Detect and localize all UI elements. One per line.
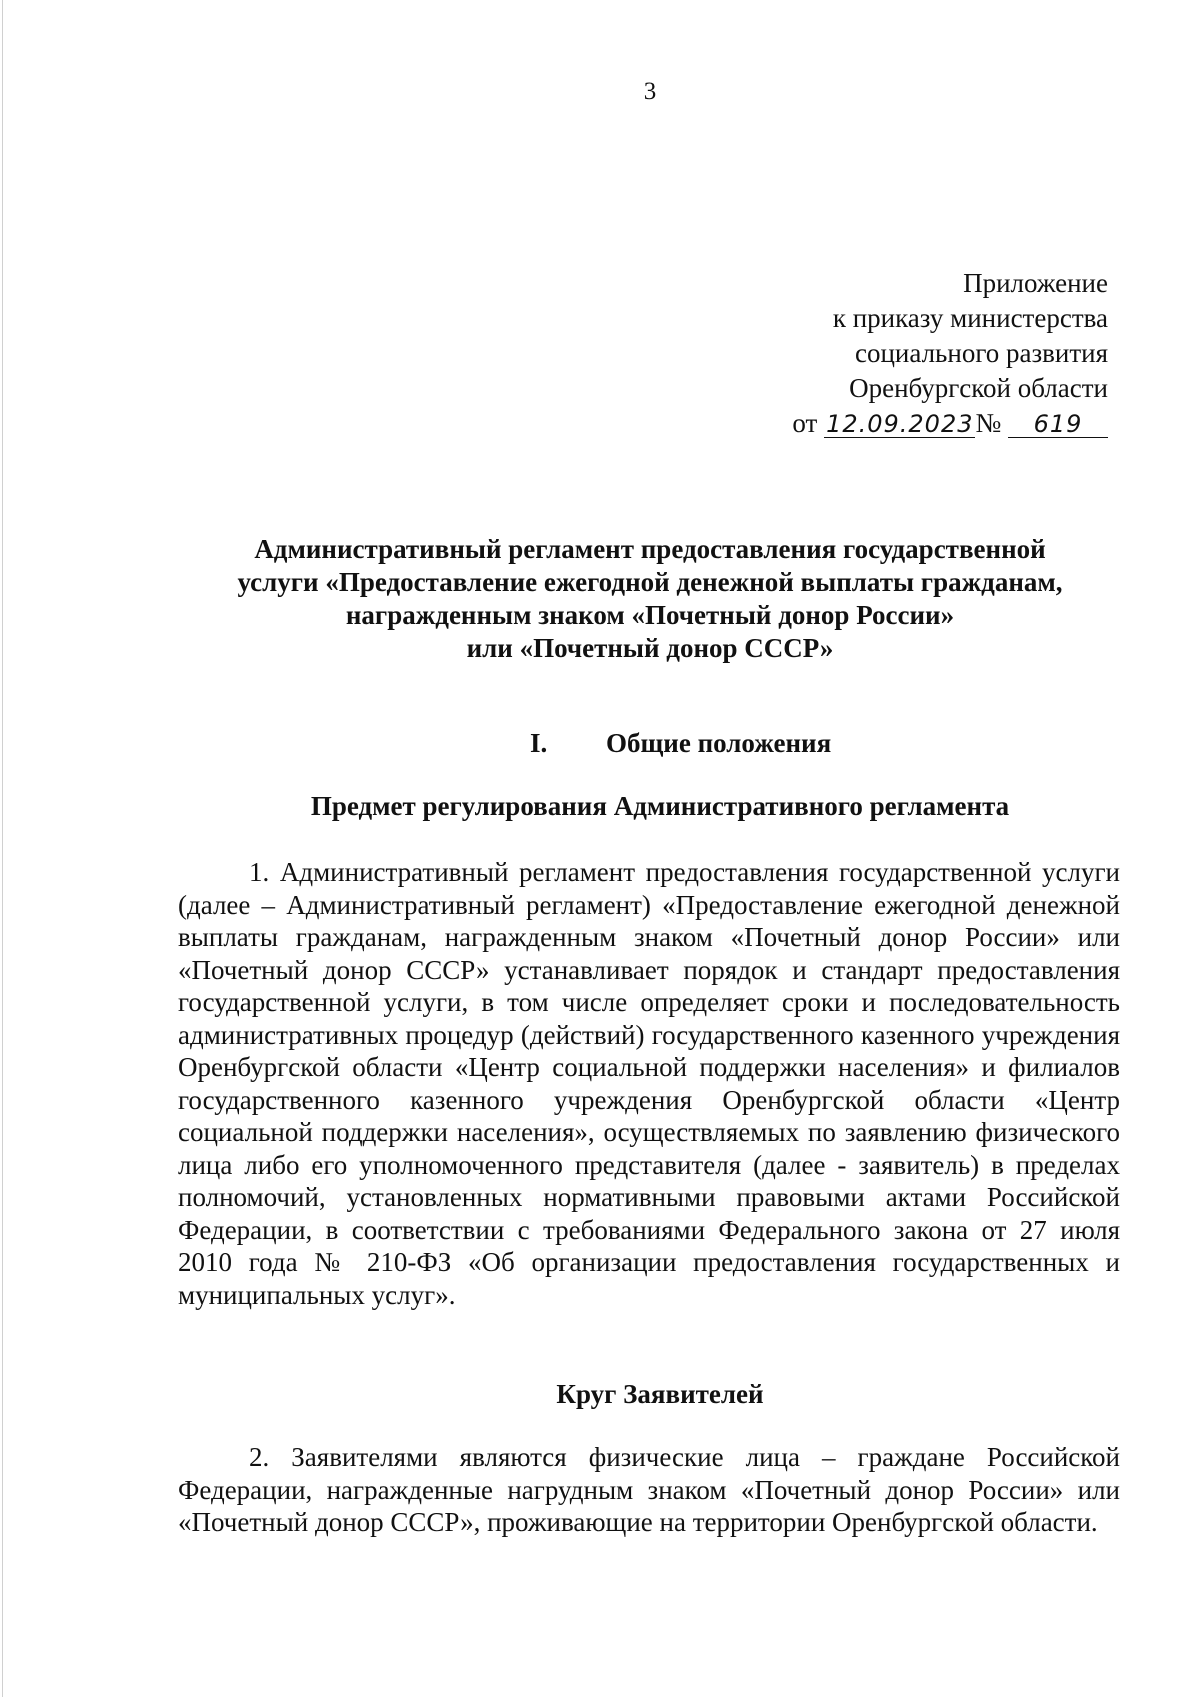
paragraph-2: 2. Заявителями являются физические лица – граждане Российской Федерации, награжденные нагрудным знаком «Почетный донор России» или «Почетный донор СССР», проживающие на территории Оренбургской области. (178, 1442, 1120, 1537)
scan-edge-line (2, 0, 3, 1697)
section-title: Общие положения (606, 728, 832, 758)
title-line: Административный регламент предоставления государственной (254, 534, 1046, 564)
appendix-line: Приложение (963, 268, 1108, 298)
title-line: услуги «Предоставление ежегодной денежной выплаты гражданам, (237, 567, 1063, 597)
subsection-heading: Круг Заявителей (556, 1379, 764, 1409)
handwritten-date: 12.09.2023 (826, 410, 974, 438)
document-title (180, 533, 1120, 665)
page-number: 3 (643, 78, 657, 105)
section-heading (530, 728, 831, 759)
title-line: награжденным знаком «Почетный донор России» (345, 600, 955, 630)
appendix-line: социального развития (854, 338, 1108, 368)
section-number: I. (530, 728, 548, 758)
paragraph-1: 1. Административный регламент предоставления государственной услуги (далее – Административный регламент) «Предоставление ежегодной денежной выплаты гражданам, награжденным знаком «Почетный донор России» или «Почетный донор СССР» устанавливает порядок и стандарт предоставления государственной услуги, в том числе определяет сроки и последовательность административных процедур (действий) государственного казенного учреждения Оренбургской области «Центр социальной поддержки населения» и филиалов государственного казенного учреждения Оренбургской области «Центр социальной поддержки населения», осуществляемых по заявлению физического лица либо его уполномоченного представителя (далее - заявитель) в пределах полномочий, установленных нормативными правовыми актами Российской Федерации, в соответствии с требованиями Федерального закона от 27 июля 2010 года № 210-ФЗ «Об организации предоставления государственных и муниципальных услуг». (178, 857, 1120, 1310)
order-date-number-line (792, 406, 1108, 441)
from-label: от (792, 408, 818, 438)
appendix-line: к приказу министерства (832, 303, 1108, 333)
appendix-line: Оренбургской области (849, 373, 1108, 403)
appendix-block (792, 266, 1108, 441)
number-label: № (975, 408, 1002, 438)
subsection-heading: Предмет регулирования Административного регламента (310, 791, 1010, 821)
handwritten-order-number: 619 (1008, 411, 1108, 438)
title-line: или «Почетный донор СССР» (466, 633, 834, 663)
